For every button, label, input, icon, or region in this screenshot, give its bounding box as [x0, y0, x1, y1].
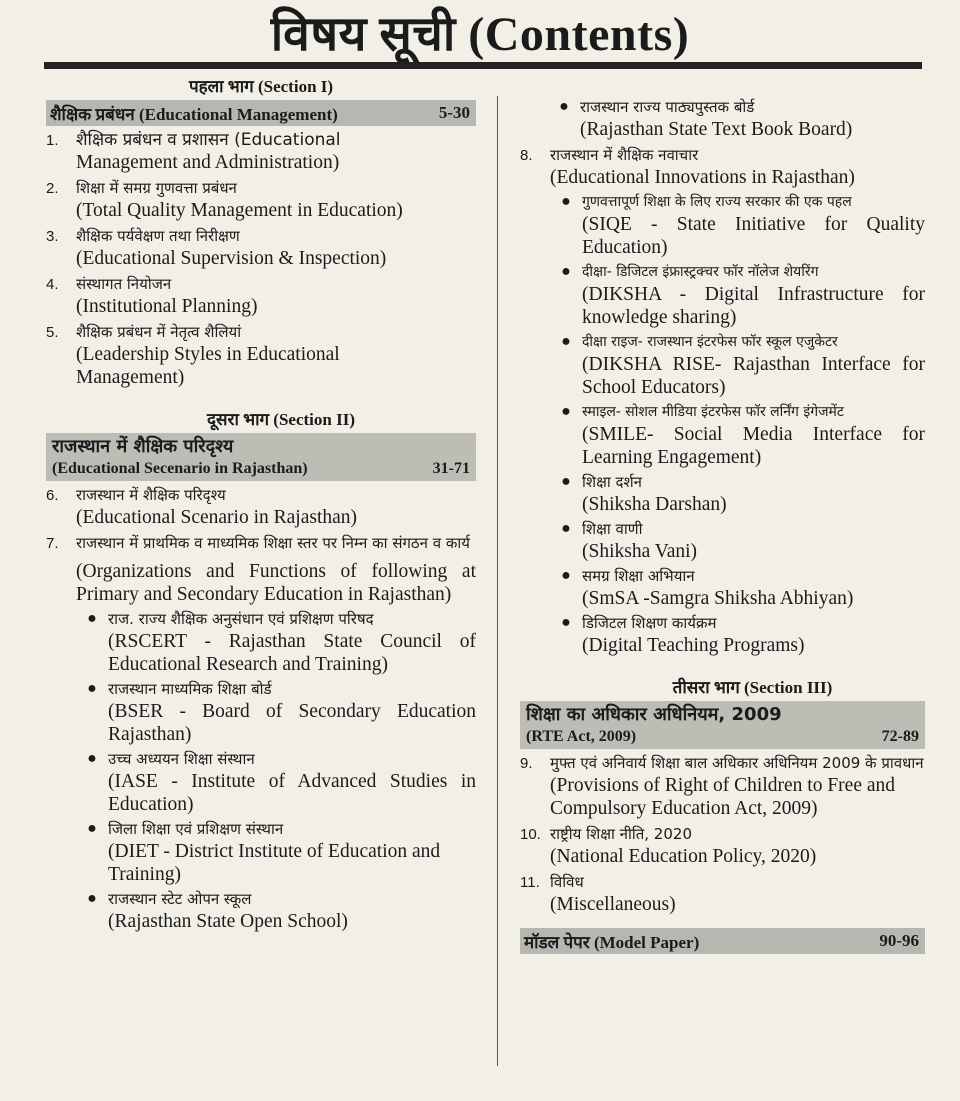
item-hindi: विविध [550, 873, 584, 891]
bullet-hindi: राजस्थान राज्य पाठ्यपुस्तक बोर्ड [580, 98, 755, 116]
bullet-hindi: शिक्षा दर्शन [582, 473, 642, 491]
bullet-item-textbook-board[interactable] [548, 96, 925, 141]
section3-heading: तीसरा भाग (Section III) [672, 678, 833, 697]
item-number: 8. [520, 147, 533, 164]
section3-band-subtitle: (RTE Act, 2009) [526, 728, 637, 745]
item-english: (Total Quality Management in Education) [76, 200, 403, 221]
section1-band-pages: 5-30 [438, 103, 470, 122]
bullet-icon: ● [561, 333, 571, 350]
bullet-hindi: शिक्षा वाणी [582, 520, 643, 538]
section2-heading: दूसरा भाग (Section II) [207, 410, 355, 429]
item7-bullet-list [76, 608, 476, 933]
section3-band-title: शिक्षा का अधिकार अधिनियम, 2009 [526, 704, 782, 725]
bullet-icon: ● [561, 614, 571, 631]
section3-band-pages: 72-89 [881, 728, 919, 745]
item-number: 7. [46, 535, 59, 552]
bullet-item-smile[interactable] [550, 401, 925, 469]
bullet-icon: ● [561, 567, 571, 584]
column-divider [497, 96, 498, 1066]
bullet-icon: ● [559, 98, 569, 115]
bullet-hindi: डिजिटल शिक्षण कार्यक्रम [582, 614, 717, 632]
left-column [46, 74, 476, 933]
bullet-hindi: जिला शिक्षा एवं प्रशिक्षण संस्थान [108, 820, 284, 838]
item-hindi: राजस्थान में शैक्षिक नवाचार [550, 146, 699, 164]
bullet-hindi: राज. राज्य शैक्षिक अनुसंधान एवं प्रशिक्षण परिषद [108, 610, 374, 628]
bullet-item-diet[interactable] [76, 818, 476, 886]
item-number: 11. [520, 874, 540, 891]
bullet-icon: ● [87, 820, 97, 837]
item-number: 1. [46, 132, 59, 149]
bullet-english: (SMILE- Social Media Interface for Learning Engagement) [582, 424, 925, 468]
toc-item-2[interactable] [46, 177, 476, 222]
bullet-english: (Digital Teaching Programs) [582, 635, 805, 656]
item-hindi: राजस्थान में शैक्षिक परिदृश्य [76, 486, 226, 504]
bullet-hindi: स्माइल- सोशल मीडिया इंटरफेस फॉर लर्निंग इंगेजमेंट [582, 404, 844, 420]
model-paper-band[interactable] [520, 928, 925, 954]
item-english: (Miscellaneous) [550, 894, 676, 915]
toc-item-11[interactable] [520, 871, 925, 916]
toc-item-7[interactable] [46, 532, 476, 606]
item-hindi: शैक्षिक पर्यवेक्षण तथा निरीक्षण [76, 227, 240, 245]
model-paper-pages: 90-96 [879, 931, 919, 950]
bullet-item-shiksha-darshan[interactable] [550, 471, 925, 516]
item-hindi: शैक्षिक प्रबंधन में नेतृत्व शैलियां [76, 323, 242, 341]
bullet-item-shiksha-vani[interactable] [550, 518, 925, 563]
bullet-icon: ● [87, 750, 97, 767]
section2-band-subtitle: (Educational Secenario in Rajasthan) [52, 460, 308, 477]
bullet-item-diksha-rise[interactable] [550, 331, 925, 399]
bullet-item-open-school[interactable] [76, 888, 476, 933]
section3-band [520, 701, 925, 749]
item-english: Management and Administration) [76, 152, 340, 173]
item-hindi: राजस्थान में प्राथमिक व माध्यमिक शिक्षा स्तर पर निम्न का संगठन व कार्य [76, 534, 470, 552]
bullet-icon: ● [87, 610, 97, 627]
bullet-item-digital-teaching[interactable] [550, 612, 925, 657]
bullet-hindi: दीक्षा राइज- राजस्थान इंटरफेस फॉर स्कूल एजुकेटर [582, 334, 838, 350]
item-english: (Institutional Planning) [76, 296, 258, 317]
item-number: 2. [46, 180, 59, 197]
bullet-icon: ● [561, 473, 571, 490]
toc-item-10[interactable] [520, 823, 925, 868]
item-number: 4. [46, 276, 59, 293]
item-number: 10. [520, 826, 541, 843]
bullet-hindi: राजस्थान माध्यमिक शिक्षा बोर्ड [108, 680, 272, 698]
toc-item-9[interactable] [520, 752, 925, 820]
bullet-english: (DIET - District Institute of Education and Training) [108, 841, 441, 885]
page-title: विषय सूची (Contents) [270, 8, 690, 61]
bullet-english: (Rajasthan State Text Book Board) [580, 119, 853, 140]
bullet-icon: ● [561, 403, 571, 420]
bullet-icon: ● [561, 263, 571, 280]
item-english: (Provisions of Right of Children to Free and Compulsory Education Act, 2009) [550, 775, 896, 819]
toc-item-8[interactable] [520, 144, 925, 189]
section1-heading: पहला भाग (Section I) [188, 77, 334, 96]
bullet-icon: ● [561, 193, 571, 210]
toc-item-3[interactable] [46, 225, 476, 270]
section2-band [46, 433, 476, 481]
bullet-english: (DIKSHA RISE- Rajasthan Interface for School Educators) [582, 354, 925, 398]
toc-item-6[interactable] [46, 484, 476, 529]
toc-item-5[interactable] [46, 321, 476, 389]
item-english: (Educational Supervision & Inspection) [76, 248, 387, 269]
section2-band-title: राजस्थान में शैक्षिक परिदृश्य [52, 436, 234, 457]
item-number: 9. [520, 755, 533, 772]
section2-band-pages: 31-71 [432, 460, 470, 477]
item-hindi: मुफ्त एवं अनिवार्य शिक्षा बाल अधिकार अधिनियम 2009 के प्रावधान [550, 754, 924, 772]
bullet-hindi: गुणवत्तापूर्ण शिक्षा के लिए राज्य सरकार की एक पहल [582, 194, 852, 210]
bullet-english: (SIQE - State Initiative for Quality Education) [582, 214, 925, 258]
bullet-hindi: राजस्थान स्टेट ओपन स्कूल [108, 890, 252, 908]
bullet-item-iase[interactable] [76, 748, 476, 816]
section1-band-label: शैक्षिक प्रबंधन (Educational Management) [50, 104, 338, 124]
item-hindi: शैक्षिक प्रबंधन व प्रशासन (Educational [76, 130, 341, 150]
bullet-english: (Shiksha Darshan) [582, 494, 727, 515]
item-hindi: संस्थागत नियोजन [76, 275, 172, 293]
bullet-english: (SmSA -Samgra Shiksha Abhiyan) [582, 588, 854, 609]
bullet-english: (RSCERT - Rajasthan State Council of Educational Research and Training) [108, 631, 476, 675]
item-english: (Organizations and Functions of following at Primary and Secondary Education in Rajasthan) [76, 561, 476, 605]
bullet-hindi: समग्र शिक्षा अभियान [582, 567, 695, 585]
bullet-item-smsa[interactable] [550, 565, 925, 610]
item-hindi: शिक्षा में समग्र गुणवत्ता प्रबंधन [76, 179, 237, 197]
item-english: (National Education Policy, 2020) [550, 846, 817, 867]
bullet-english: (BSER - Board of Secondary Education Rajasthan) [108, 701, 476, 745]
bullet-english: (Rajasthan State Open School) [108, 911, 348, 932]
model-paper-label: मॉडल पेपर (Model Paper) [524, 932, 700, 952]
item8-bullet-list [550, 191, 925, 657]
item-number: 3. [46, 228, 59, 245]
title-rule [44, 62, 922, 69]
toc-item-4[interactable] [46, 273, 476, 318]
toc-item-1[interactable] [46, 129, 476, 174]
bullet-english: (DIKSHA - Digital Infrastructure for knowledge sharing) [582, 284, 925, 328]
item-english: (Leadership Styles in Educational Management) [76, 344, 340, 388]
bullet-english: (IASE - Institute of Advanced Studies in Education) [108, 771, 476, 815]
bullet-item-bser[interactable] [76, 678, 476, 746]
item-number: 6. [46, 487, 59, 504]
section1-band [46, 100, 476, 126]
bullet-item-siqe[interactable] [550, 191, 925, 259]
bullet-icon: ● [87, 680, 97, 697]
bullet-icon: ● [87, 890, 97, 907]
bullet-hindi: उच्च अध्ययन शिक्षा संस्थान [108, 750, 255, 768]
item-hindi: राष्ट्रीय शिक्षा नीति, 2020 [550, 825, 692, 843]
item-english: (Educational Innovations in Rajasthan) [550, 167, 855, 188]
bullet-item-rscert[interactable] [76, 608, 476, 676]
bullet-item-diksha[interactable] [550, 261, 925, 329]
item-english: (Educational Scenario in Rajasthan) [76, 507, 358, 528]
right-column [520, 94, 925, 954]
item-number: 5. [46, 324, 59, 341]
bullet-hindi: दीक्षा- डिजिटल इंफ्रास्ट्रक्चर फॉर नॉलेज शेयरिंग [582, 264, 819, 280]
bullet-english: (Shiksha Vani) [582, 541, 698, 562]
bullet-icon: ● [561, 520, 571, 537]
